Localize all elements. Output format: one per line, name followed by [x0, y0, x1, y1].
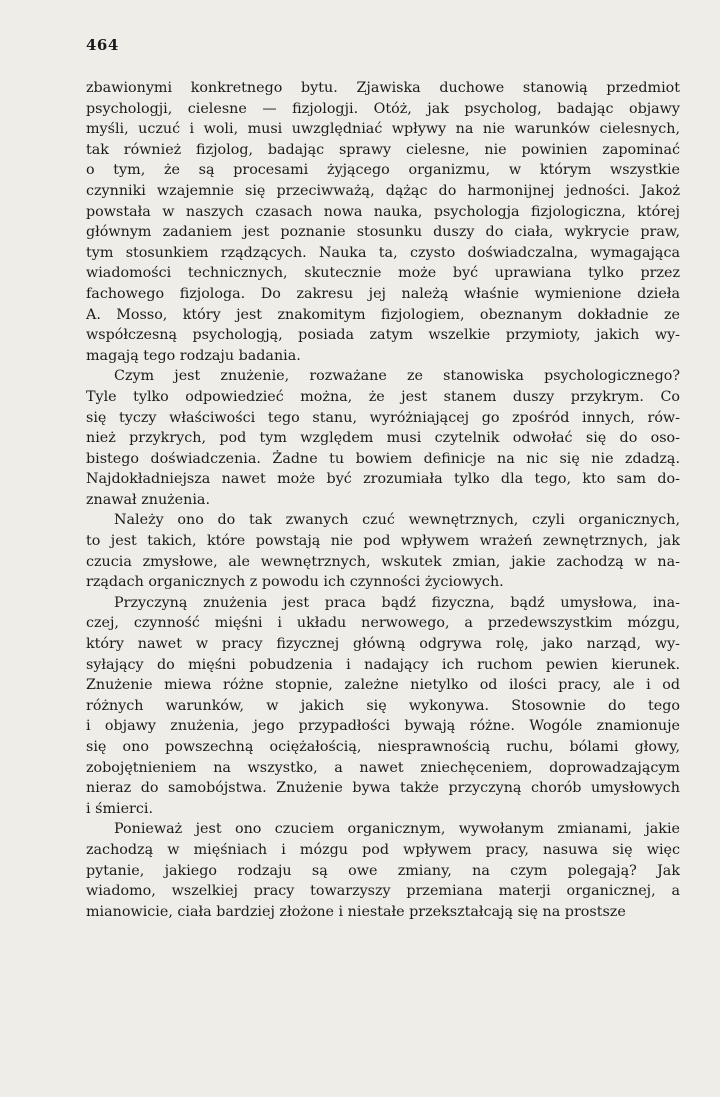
- text-line: który nawet w pracy fizycznej główną odgrywa rolę, jako narząd, wy-: [86, 636, 680, 653]
- text-line: nież przykrych, pod tym względem musi czytelnik odwołać się do oso-: [86, 430, 680, 447]
- text-line: Ponieważ jest ono czuciem organicznym, wywołanym zmianami, jakie: [114, 821, 680, 838]
- text-line: psychologji, cielesne — fizjologji. Otóż, jak psycholog, badając objawy: [86, 100, 680, 117]
- text-line: wiadomo, wszelkiej pracy towarzyszy przemiana materji organicznej, a: [86, 883, 680, 900]
- text-line: syłający do mięśni pobudzenia i nadający ich ruchom pewien kierunek.: [86, 656, 680, 673]
- text-line: wiadomości technicznych, skutecznie może być uprawiana tylko przez: [86, 265, 680, 282]
- paragraph: [86, 819, 680, 922]
- text-line: A. Mosso, który jest znakomitym fizjologiem, obeznanym dokładnie ze: [86, 306, 680, 323]
- text-line: powstała w naszych czasach nowa nauka, psychologja fizjologiczna, której: [86, 203, 680, 220]
- text-line: o tym, że są procesami żyjącego organizmu, w którym wszystkie: [86, 162, 680, 179]
- text-line: Tyle tylko odpowiedzieć można, że jest stanem duszy przykrym. Co: [86, 388, 680, 405]
- paragraph: [86, 78, 680, 366]
- text-line: czej, czynność mięśni i układu nerwowego, a przedewszystkim mózgu,: [86, 615, 680, 632]
- text-line: różnych warunków, w jakich się wykonywa. Stosownie do tego: [86, 697, 680, 714]
- text-line: Najdokładniejsza nawet może być zrozumiała tylko dla tego, kto sam do-: [86, 471, 680, 488]
- text-line: zobojętnieniem na wszystko, a nawet zniechęceniem, doprowadzającym: [86, 759, 680, 776]
- text-line: to jest takich, które powstają nie pod wpływem wrażeń zewnętrznych, jak: [86, 533, 680, 550]
- text-line: się ono powszechną ociężałością, niesprawnością ruchu, bólami głowy,: [86, 739, 680, 755]
- text-line: Należy ono do tak zwanych czuć wewnętrznych, czyli organicznych,: [114, 512, 680, 529]
- text-line: głównym zadaniem jest poznanie stosunku duszy do ciała, wykrycie praw,: [86, 224, 680, 241]
- text-line: i objawy znużenia, jego przypadłości bywają różne. Wogóle znamionuje: [86, 718, 680, 735]
- text-line: czucia zmysłowe, ale wewnętrznych, wskutek zmian, jakie zachodzą w na-: [86, 553, 680, 570]
- paragraph: [86, 510, 680, 592]
- text-line: Przyczyną znużenia jest praca bądź fizyczna, bądź umysłowa, ina-: [114, 594, 680, 611]
- text-line: się tyczy właściwości tego stanu, wyróżniającej go zpośród innych, rów-: [86, 409, 680, 426]
- text-line: tak również fizjolog, badając sprawy cielesne, nie powinien zapominać: [86, 141, 680, 158]
- paragraph: [86, 366, 680, 510]
- text-line: pytanie, jakiego rodzaju są owe zmiany, na czym polegają? Jak: [86, 862, 680, 879]
- text-line: czynniki wzajemnie się przeciwważą, dążąc do harmonijnej jedności. Jakoż: [86, 182, 680, 199]
- page-number: 464: [86, 36, 119, 54]
- text-line: rządach organicznych z powodu ich czynności życiowych.: [86, 574, 504, 591]
- text-line: bistego doświadczenia. Żadne tu bowiem definicje na nic się nie zdadzą.: [86, 450, 680, 467]
- text-line: Znużenie miewa różne stopnie, zależne nietylko od ilości pracy, ale i od: [86, 677, 680, 694]
- text-line: znawał znużenia.: [86, 491, 210, 508]
- text-line: magają tego rodzaju badania.: [86, 347, 301, 364]
- body-text: [86, 78, 680, 922]
- text-line: fachowego fizjologa. Do zakresu jej należą właśnie wymienione dzieła: [86, 285, 680, 302]
- text-line: zbawionymi konkretnego bytu. Zjawiska duchowe stanowią przedmiot: [86, 80, 680, 96]
- text-line: tym stosunkiem rządzących. Nauka ta, czysto doświadczalna, wymagająca: [86, 244, 680, 261]
- text-line: i śmierci.: [86, 800, 154, 817]
- text-line: myśli, uczuć i woli, musi uwzględniać wpływy na nie warunków cielesnych,: [86, 121, 680, 138]
- text-line: mianowicie, ciała bardziej złożone i niestałe przekształcają się na prostsze: [86, 903, 626, 920]
- paragraph: [86, 593, 680, 820]
- text-line: Czym jest znużenie, rozważane ze stanowiska psychologicznego?: [114, 368, 680, 385]
- text-line: zachodzą w mięśniach i mózgu pod wpływem pracy, nasuwa się więc: [86, 841, 680, 858]
- text-line: nieraz do samobójstwa. Znużenie bywa także przyczyną chorób umysłowych: [86, 780, 680, 797]
- text-line: współczesną psychologją, posiada zatym wszelkie przymioty, jakich wy-: [86, 327, 680, 344]
